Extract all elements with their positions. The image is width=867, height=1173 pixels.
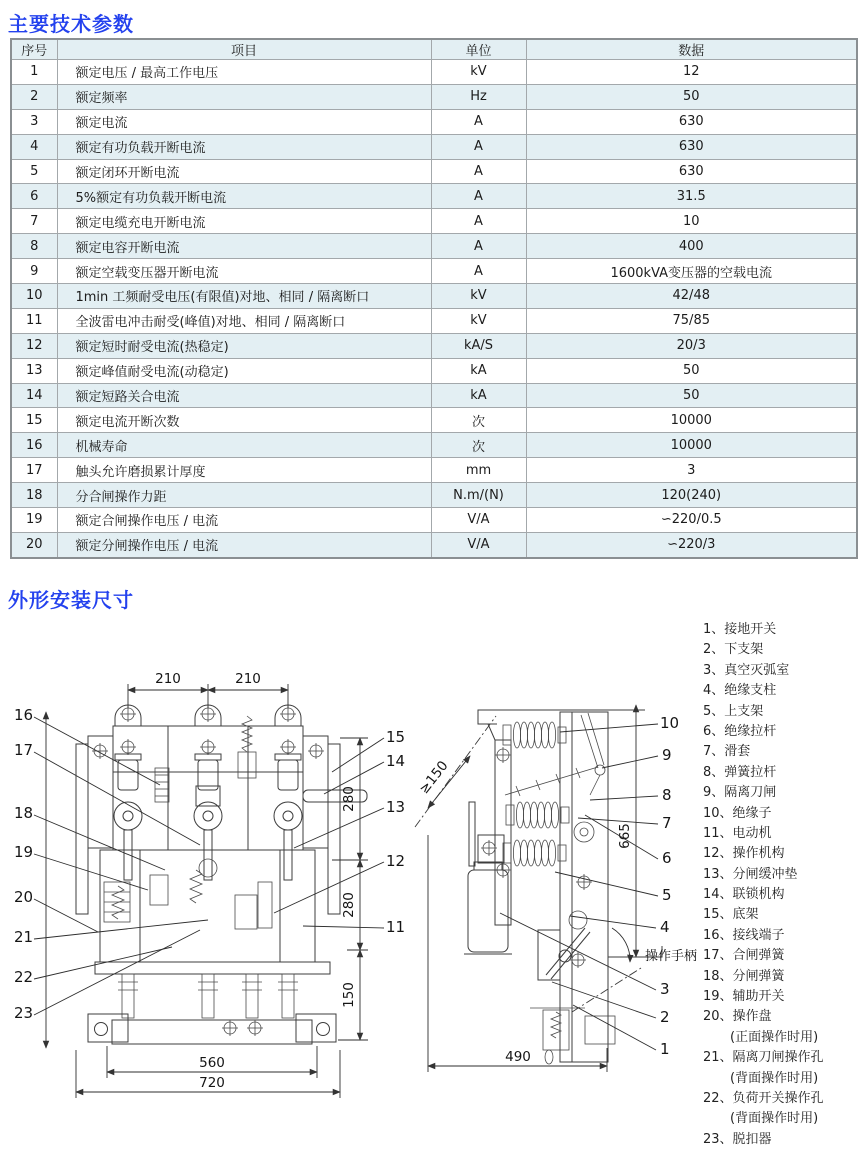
cell-data: 630 xyxy=(526,134,857,159)
table-row xyxy=(11,383,857,408)
parts-list-item: 4、绝缘支柱 xyxy=(703,683,777,699)
parts-list-item: 1、接地开关 xyxy=(703,622,777,637)
cell-index: 1 xyxy=(11,60,57,85)
callout-9: 9 xyxy=(662,746,672,764)
cell-item: 1min 工频耐受电压(有限值)对地、相同 / 隔离断口 xyxy=(57,284,431,309)
dim-210-right: 210 xyxy=(235,671,261,687)
cell-unit: kV xyxy=(431,60,526,85)
table-row xyxy=(11,84,857,109)
cell-index: 11 xyxy=(11,308,57,333)
cell-item: 额定频率 xyxy=(57,84,431,109)
cell-data: 31.5 xyxy=(526,184,857,209)
cell-unit: N.m/(N) xyxy=(431,483,526,508)
cell-index: 9 xyxy=(11,259,57,284)
parts-list xyxy=(703,620,824,1150)
parts-list-item: 3、真空灭弧室 xyxy=(703,662,790,678)
section-title-main-parameters: 主要技术参数 xyxy=(8,12,134,36)
cell-data: 630 xyxy=(526,109,857,134)
callout-16: 16 xyxy=(14,706,34,724)
cell-unit: kA xyxy=(431,358,526,383)
table-row xyxy=(11,333,857,358)
callout-22: 22 xyxy=(14,968,34,986)
table-row xyxy=(11,483,857,508)
cell-unit: A xyxy=(431,159,526,184)
cell-index: 14 xyxy=(11,383,57,408)
operating-handle-label: 操作手柄 xyxy=(645,949,698,964)
parts-list-item: 23、脱扣器 xyxy=(703,1131,772,1147)
cell-item: 额定空载变压器开断电流 xyxy=(57,259,431,284)
cell-unit: kA xyxy=(431,383,526,408)
parts-list-item: 2、下支架 xyxy=(703,642,764,658)
table-row xyxy=(11,109,857,134)
dim-280-lower: 280 xyxy=(341,892,357,918)
parts-list-item: 18、分闸弹簧 xyxy=(703,968,785,984)
cell-data: 630 xyxy=(526,159,857,184)
callout-4: 4 xyxy=(660,918,670,936)
callout-17: 17 xyxy=(14,741,34,759)
cell-data: 1600kVA变压器的空载电流 xyxy=(526,259,857,284)
callout-20: 20 xyxy=(14,888,34,906)
cell-data: 10000 xyxy=(526,433,857,458)
cell-unit: A xyxy=(431,234,526,259)
table-row xyxy=(11,259,857,284)
cell-unit: A xyxy=(431,259,526,284)
parts-list-item: 13、分闸缓冲垫 xyxy=(703,866,798,882)
parts-list-item: 15、底架 xyxy=(703,907,759,923)
cell-data: 50 xyxy=(526,383,857,408)
cell-item: 额定电压 / 最高工作电压 xyxy=(57,60,431,85)
table-row xyxy=(11,508,857,533)
technical-parameters-table xyxy=(10,38,858,559)
table-row xyxy=(11,284,857,309)
cell-data: 3 xyxy=(526,458,857,483)
callout-18: 18 xyxy=(14,804,34,822)
callout-2: 2 xyxy=(660,1008,670,1026)
cell-item: 触头允许磨损累计厚度 xyxy=(57,458,431,483)
cell-unit: A xyxy=(431,109,526,134)
cell-index: 6 xyxy=(11,184,57,209)
cell-unit: A xyxy=(431,134,526,159)
callout-8: 8 xyxy=(662,786,672,804)
cell-item: 额定电流开断次数 xyxy=(57,408,431,433)
cell-unit: 次 xyxy=(431,433,526,458)
cell-unit: kV xyxy=(431,284,526,309)
cell-item: 全波雷电冲击耐受(峰值)对地、相同 / 隔离断口 xyxy=(57,308,431,333)
cell-item: 5%额定有功负载开断电流 xyxy=(57,184,431,209)
parts-list-item: 5、上支架 xyxy=(703,703,764,719)
cell-data: 10000 xyxy=(526,408,857,433)
cell-item: 额定电容开断电流 xyxy=(57,234,431,259)
parts-list-item: 11、电动机 xyxy=(703,825,772,841)
col-header-item: 项目 xyxy=(57,39,431,60)
callout-14: 14 xyxy=(386,752,406,770)
cell-item: 额定电流 xyxy=(57,109,431,134)
dim-560: 560 xyxy=(199,1055,225,1071)
dim-665: 665 xyxy=(617,823,633,849)
dim-150: 150 xyxy=(341,982,357,1008)
callout-19: 19 xyxy=(14,843,34,861)
callout-13: 13 xyxy=(386,798,406,816)
dim-210-left: 210 xyxy=(155,671,181,687)
dim-min-150: ≥150 xyxy=(416,757,452,798)
cell-data: 400 xyxy=(526,234,857,259)
parts-list-item: 19、辅助开关 xyxy=(703,989,785,1005)
table-row xyxy=(11,308,857,333)
cell-item: 额定分闸操作电压 / 电流 xyxy=(57,532,431,558)
parts-list-note: (背面操作时用) xyxy=(730,1111,819,1127)
cell-item: 分合闸操作力距 xyxy=(57,483,431,508)
cell-item: 额定短时耐受电流(热稳定) xyxy=(57,333,431,358)
col-header-data: 数据 xyxy=(526,39,857,60)
table-row xyxy=(11,358,857,383)
parts-list-item: 6、绝缘拉杆 xyxy=(703,723,777,739)
parts-list-item: 12、操作机构 xyxy=(703,846,785,862)
cell-index: 3 xyxy=(11,109,57,134)
dim-490: 490 xyxy=(505,1049,531,1065)
parts-list-item: 14、联锁机构 xyxy=(703,887,785,903)
table-row xyxy=(11,532,857,558)
parts-list-item: 8、弹簧拉杆 xyxy=(703,764,777,780)
cell-item: 额定电缆充电开断电流 xyxy=(57,209,431,234)
cell-index: 10 xyxy=(11,284,57,309)
cell-data: 10 xyxy=(526,209,857,234)
cell-item: 机械寿命 xyxy=(57,433,431,458)
cell-index: 2 xyxy=(11,84,57,109)
table-row xyxy=(11,234,857,259)
dim-280-upper: 280 xyxy=(341,786,357,812)
cell-item: 额定有功负载开断电流 xyxy=(57,134,431,159)
cell-unit: mm xyxy=(431,458,526,483)
table-row xyxy=(11,433,857,458)
cell-index: 4 xyxy=(11,134,57,159)
cell-unit: kV xyxy=(431,308,526,333)
cell-data: 12 xyxy=(526,60,857,85)
callout-10: 10 xyxy=(660,714,680,732)
cell-index: 19 xyxy=(11,508,57,533)
callout-11: 11 xyxy=(386,918,406,936)
table-row xyxy=(11,159,857,184)
cell-index: 16 xyxy=(11,433,57,458)
cell-index: 18 xyxy=(11,483,57,508)
table-row xyxy=(11,60,857,85)
callout-1: 1 xyxy=(660,1040,670,1058)
col-header-index: 序号 xyxy=(11,39,57,60)
cell-index: 7 xyxy=(11,209,57,234)
cell-index: 20 xyxy=(11,532,57,558)
parts-list-item: 17、合闸弹簧 xyxy=(703,948,785,964)
cell-data: 120(240) xyxy=(526,483,857,508)
callout-23: 23 xyxy=(14,1004,34,1022)
cell-index: 5 xyxy=(11,159,57,184)
cell-data: ∽220/3 xyxy=(526,532,857,558)
cell-unit: 次 xyxy=(431,408,526,433)
cell-unit: kA/S xyxy=(431,333,526,358)
table-row xyxy=(11,134,857,159)
parts-list-item: 10、绝缘子 xyxy=(703,805,772,821)
callout-21: 21 xyxy=(14,928,34,946)
cell-unit: V/A xyxy=(431,508,526,533)
cell-unit: A xyxy=(431,184,526,209)
cell-unit: A xyxy=(431,209,526,234)
section-title-outline-dimensions: 外形安装尺寸 xyxy=(8,588,134,612)
parts-list-item: 7、滑套 xyxy=(703,744,751,760)
cell-item: 额定闭环开断电流 xyxy=(57,159,431,184)
parts-list-item: 22、负荷开关操作孔 xyxy=(703,1090,824,1106)
side-view-drawing xyxy=(415,705,697,1072)
cell-item: 额定峰值耐受电流(动稳定) xyxy=(57,358,431,383)
callout-5: 5 xyxy=(662,886,672,904)
front-view-drawing xyxy=(14,671,405,1098)
cell-data: 50 xyxy=(526,358,857,383)
table-header-row xyxy=(11,39,857,60)
cell-item: 额定合闸操作电压 / 电流 xyxy=(57,508,431,533)
callout-6: 6 xyxy=(662,849,672,867)
table-row xyxy=(11,458,857,483)
parts-list-item: 16、接线端子 xyxy=(703,927,785,943)
outline-installation-drawing xyxy=(0,620,720,1173)
cell-item: 额定短路关合电流 xyxy=(57,383,431,408)
cell-data: 20/3 xyxy=(526,333,857,358)
table-row xyxy=(11,209,857,234)
parts-list-note: (正面操作时用) xyxy=(730,1029,819,1045)
cell-index: 17 xyxy=(11,458,57,483)
cell-unit: V/A xyxy=(431,532,526,558)
dim-720: 720 xyxy=(199,1075,225,1091)
table-row xyxy=(11,184,857,209)
cell-data: 75/85 xyxy=(526,308,857,333)
callout-12: 12 xyxy=(386,852,406,870)
cell-data: ∽220/0.5 xyxy=(526,508,857,533)
callout-3: 3 xyxy=(660,980,670,998)
parts-list-item: 20、操作盘 xyxy=(703,1009,772,1025)
cell-index: 15 xyxy=(11,408,57,433)
cell-index: 8 xyxy=(11,234,57,259)
callout-15: 15 xyxy=(386,728,406,746)
cell-index: 12 xyxy=(11,333,57,358)
cell-data: 50 xyxy=(526,84,857,109)
table-row xyxy=(11,408,857,433)
cell-unit: Hz xyxy=(431,84,526,109)
col-header-unit: 单位 xyxy=(431,39,526,60)
cell-index: 13 xyxy=(11,358,57,383)
parts-list-item: 9、隔离刀闸 xyxy=(703,785,777,801)
parts-list-item: 21、隔离刀闸操作孔 xyxy=(703,1050,824,1066)
cell-data: 42/48 xyxy=(526,284,857,309)
parts-list-note: (背面操作时用) xyxy=(730,1070,819,1086)
callout-7: 7 xyxy=(662,814,672,832)
